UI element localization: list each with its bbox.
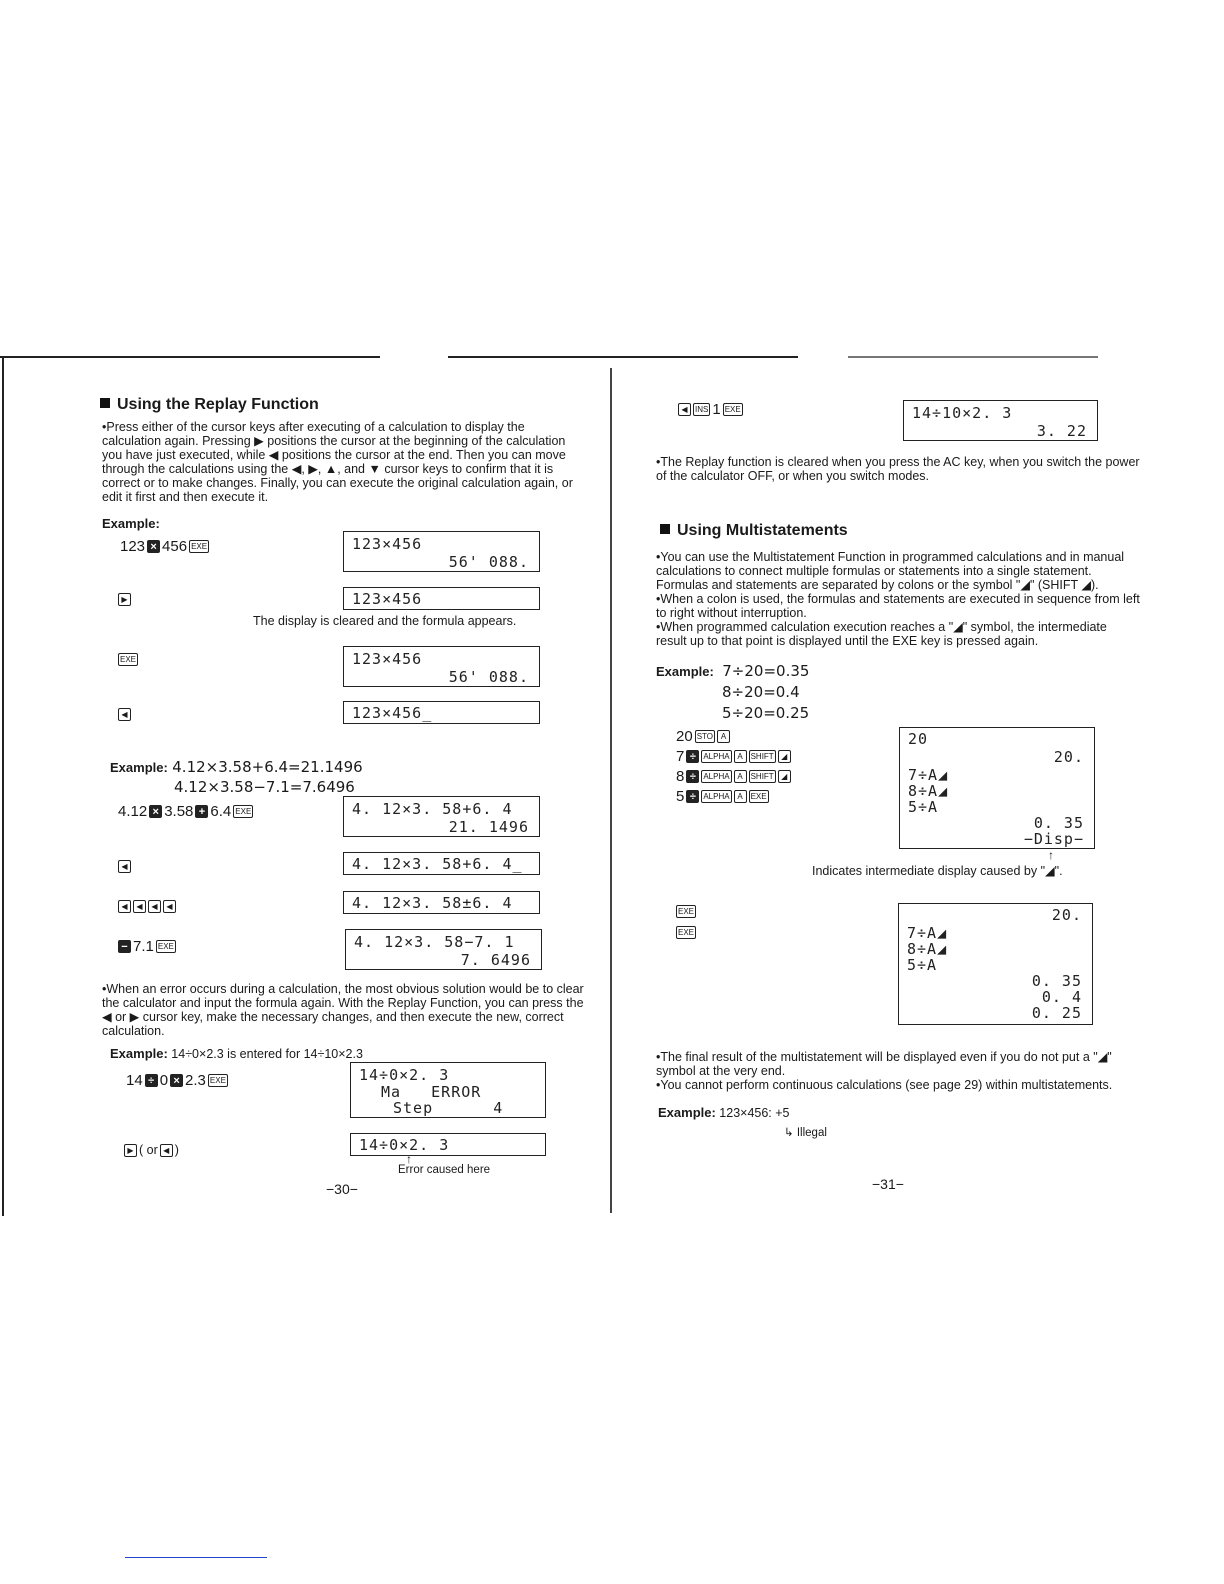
clear-note-text: •The Replay function is cleared when you press the AC key, when you switch the power of the calculator OFF, or when you switch modes. (656, 455, 1140, 483)
right-cursor-key-icon: ▶ (118, 593, 131, 606)
lcd-r-top-display (903, 400, 1098, 441)
disp-key-icon: ◢ (778, 770, 791, 783)
lcd-line: 0. 35 (1033, 814, 1084, 832)
left-cursor-key-icon: ◀ (163, 900, 176, 913)
multistatements-heading (660, 522, 848, 540)
keyseq-9 (126, 1072, 228, 1089)
keyseq-1-num-a: 123 (120, 538, 146, 555)
left-cursor-key-icon: ◀ (118, 900, 131, 913)
multi-eq1: 7÷20=0.35 (722, 662, 810, 680)
lcd-line: 3. 22 (1036, 422, 1087, 440)
alpha-key-icon: ALPHA (703, 752, 730, 761)
lcd-line: Ma ERROR (381, 1083, 482, 1101)
lcd-ex1-1 (343, 531, 540, 572)
lcd-line: 0. 25 (1031, 1004, 1082, 1022)
lcd-line: 4. 12×3. 58+6. 4_ (352, 855, 523, 873)
square-bullet-icon (660, 524, 670, 534)
sto-key-icon: STO (696, 732, 713, 741)
final-notes (656, 1050, 1140, 1092)
exe-key-icon: EXE (157, 942, 174, 951)
keyseq-2 (118, 593, 131, 606)
left-cursor-key-icon: ◀ (118, 860, 131, 873)
lcd-line: 123×456_ (352, 704, 433, 722)
lcd-line: 14÷0×2. 3 (359, 1066, 450, 1084)
ex1-caption: The display is cleared and the formula appears. (253, 614, 517, 628)
replay-heading (100, 396, 319, 414)
lcd-ex3-1 (350, 1062, 546, 1118)
minus-key-icon: − (118, 940, 131, 953)
keyseq-r1-num: 1 (712, 401, 721, 418)
bullet-2: •When a colon is used, the formulas and statements are executed in sequence from left to right without interruption. (656, 592, 1140, 620)
lcd-line: 0. 35 (1031, 972, 1082, 990)
exe-key-icon: EXE (209, 1076, 226, 1085)
multistatement-bullets (656, 550, 1140, 648)
bullet-3: •When programmed calculation execution reaches a "◢" symbol, the intermediate result up to that point is displayed until the EXE key is pressed again. (656, 620, 1107, 648)
keyseq-r4 (676, 768, 791, 785)
illegal-example (658, 1105, 790, 1120)
example-3-text: 14÷0×2.3 is entered for 14÷10×2.3 (171, 1047, 363, 1061)
exe-key-icon: EXE (120, 655, 137, 664)
left-cursor-key-icon: ◀ (118, 708, 131, 721)
final-note-2: •You cannot perform continuous calculations (see page 29) within multistatements. (656, 1078, 1113, 1092)
disp-key-icon: ◢ (778, 750, 791, 763)
lcd-line: −Disp− (1023, 830, 1084, 848)
error-note-text: •When an error occurs during a calculation, the most obvious solution would be to clear the calculator and input the formula again. With the Replay Function, you can press the ◀ or ▶ cursor key, make the necessary changes, and then execute the new, correct calculation. (102, 982, 584, 1038)
multi-eq2: 8÷20=0.4 (722, 683, 800, 701)
keyseq-5-num-a: 4.12 (118, 803, 148, 820)
divide-key-icon: ÷ (145, 1074, 158, 1087)
divide-key-icon: ÷ (686, 750, 699, 763)
multiply-key-icon: × (149, 805, 162, 818)
keyseq-r4-num: 8 (676, 768, 685, 785)
lcd-ex2-2 (343, 852, 540, 875)
keyseq-3 (118, 653, 138, 666)
top-rule-mid (448, 356, 798, 358)
a-key-icon: A (717, 730, 730, 743)
keyseq-9-num-b: 0 (159, 1072, 169, 1089)
keyseq-8 (118, 938, 176, 955)
example-label-3: Example: (110, 1046, 168, 1061)
example-2-header (110, 758, 363, 777)
page-number-left: −30− (326, 1181, 358, 1197)
lcd-multi-1 (899, 727, 1095, 849)
bullet-1: •You can use the Multistatement Function in programmed calculations and in manual calculations to connect multiple formulas or statements into a single statement. Formulas and statements are separated by colons or the symbol "◢" (SHIFT ◢). (656, 550, 1125, 592)
keyseq-r7 (676, 926, 696, 939)
lcd-line: 20 (908, 730, 929, 748)
exe-key-icon: EXE (678, 928, 695, 937)
exe-key-icon: EXE (724, 405, 741, 414)
lcd-ex2-4 (345, 929, 542, 970)
example-label-1: Example: (102, 516, 160, 531)
keyseq-r1 (678, 401, 743, 418)
plus-key-icon: + (195, 805, 208, 818)
multiply-key-icon: × (170, 1074, 183, 1087)
lcd-multi-2 (898, 903, 1093, 1025)
ins-key-icon: INS (695, 405, 709, 414)
keyseq-6 (118, 860, 131, 873)
alpha-key-icon: ALPHA (703, 772, 730, 781)
keyseq-r3 (676, 748, 791, 765)
lcd-ex1-2 (343, 587, 540, 610)
lcd-line: 20. (1053, 748, 1084, 766)
a-key-icon: A (734, 750, 747, 763)
keyseq-7 (118, 900, 176, 913)
keyseq-10-or: ( or (139, 1143, 158, 1157)
lcd-line: 4. 12×3. 58±6. 4 (352, 894, 513, 912)
lcd-line: 8÷A◢ (907, 940, 948, 958)
replay-intro (102, 420, 580, 504)
lcd-line: Step 4 (393, 1099, 504, 1117)
square-bullet-icon (100, 398, 110, 408)
lcd-line: 8÷A◢ (908, 782, 949, 800)
exe-key-icon: EXE (235, 807, 252, 816)
multiply-key-icon: × (147, 540, 160, 553)
a-key-icon: A (734, 790, 747, 803)
keyseq-r2 (676, 728, 730, 745)
replay-heading-text: Using the Replay Function (117, 396, 319, 413)
left-cursor-key-icon: ◀ (678, 403, 691, 416)
keyseq-9-num-a: 14 (126, 1072, 143, 1089)
lcd-line: 14÷0×2. 3 (359, 1136, 450, 1154)
keyseq-10 (124, 1143, 179, 1157)
keyseq-r5-num: 5 (676, 788, 685, 805)
multi-example-label: Example: (656, 664, 714, 679)
example-2-eq2: 4.12×3.58−7.1=7.6496 (174, 778, 355, 796)
lcd-line: 0. 4 (1041, 988, 1082, 1006)
lcd-line: 56' 088. (448, 668, 529, 686)
lcd-line: 7. 6496 (460, 951, 531, 969)
lcd-line: 7÷A◢ (907, 924, 948, 942)
left-cursor-key-icon: ◀ (160, 1144, 173, 1157)
left-cursor-key-icon: ◀ (148, 900, 161, 913)
keyseq-4 (118, 708, 131, 721)
replay-intro-text: •Press either of the cursor keys after executing of a calculation to display the calculation again. Pressing ▶ positions the cursor at the beginning of the calculation you have just executed, while ◀ positions the cursor at the end. Then you can move through the calculations using the ◀, ▶, ▲, and ▼ cursor keys to confirm that it is correct or to make changes. Finally, you can execute the original calculation again, or edit it first and then execute it. (102, 420, 573, 504)
multi-eq3: 5÷20=0.25 (722, 704, 810, 722)
lcd-ex2-1 (343, 796, 540, 837)
keyseq-9-num-c: 2.3 (185, 1072, 206, 1089)
keyseq-5 (118, 803, 253, 820)
lcd-line: 21. 1496 (448, 818, 529, 836)
shift-key-icon: SHIFT (750, 772, 774, 781)
lcd-line: 20. (1051, 906, 1082, 924)
lcd-line: 4. 12×3. 58+6. 4 (352, 800, 513, 818)
lcd-ex1-3 (343, 646, 540, 687)
lcd-line: 56' 088. (448, 553, 529, 571)
keyseq-1 (120, 538, 209, 555)
error-note (102, 982, 584, 1038)
indicator-arrow-icon: ↑ (1048, 848, 1054, 862)
left-cursor-key-icon: ◀ (133, 900, 146, 913)
error-arrow-icon: ↑ (406, 1152, 412, 1166)
final-note-1: •The final result of the multistatement will be displayed even if you do not put a "◢" symbol at the very end. (656, 1050, 1112, 1078)
illegal-example-label: Example: (658, 1105, 716, 1120)
lcd-line: 14÷10×2. 3 (912, 404, 1013, 422)
top-rule-right (848, 356, 1098, 358)
divide-key-icon: ÷ (686, 790, 699, 803)
exe-key-icon: EXE (191, 542, 208, 551)
keyseq-5-num-b: 3.58 (164, 803, 194, 820)
multi-example-header (656, 662, 809, 681)
top-rule-left (0, 356, 380, 358)
illegal-arrow-icon: ↳ (784, 1127, 794, 1139)
shift-key-icon: SHIFT (750, 752, 774, 761)
keyseq-10-close: ) (174, 1143, 179, 1157)
example-2-eq1: 4.12×3.58+6.4=21.1496 (172, 758, 363, 776)
exe-key-icon: EXE (678, 907, 695, 916)
illegal-text: Illegal (796, 1127, 827, 1139)
ex3-caption: Error caused here (398, 1164, 491, 1176)
multi-caption: Indicates intermediate display caused by "◢". (812, 864, 1063, 878)
keyseq-5-num-c: 6.4 (210, 803, 232, 820)
keyseq-r3-num: 7 (676, 748, 685, 765)
right-cursor-key-icon: ▶ (124, 1144, 137, 1157)
example-3-header (110, 1046, 363, 1061)
lcd-line: 5÷A (907, 956, 938, 974)
lcd-line: 123×456 (352, 535, 423, 553)
a-key-icon: A (734, 770, 747, 783)
lcd-line: 7÷A◢ (908, 766, 949, 784)
example-label-2: Example: (110, 760, 168, 775)
page-number-right: −31− (872, 1176, 904, 1192)
alpha-key-icon: ALPHA (703, 792, 730, 801)
illegal-example-text: 123×456: +5 (719, 1106, 790, 1120)
lcd-line: 4. 12×3. 58−7. 1 (354, 933, 515, 951)
lcd-ex3-2 (350, 1133, 546, 1156)
multistatements-heading-text: Using Multistatements (677, 522, 848, 539)
illegal-note (784, 1125, 827, 1139)
left-edge (2, 356, 4, 1216)
exe-key-icon: EXE (750, 792, 767, 801)
divide-key-icon: ÷ (686, 770, 699, 783)
keyseq-r2-num: 20 (676, 728, 693, 745)
lcd-line: 123×456 (352, 650, 423, 668)
lcd-line: 123×456 (352, 590, 423, 608)
keyseq-1-num-b: 456 (162, 538, 188, 555)
center-fold (610, 368, 612, 1213)
lcd-ex1-4 (343, 701, 540, 724)
keyseq-8-num: 7.1 (133, 938, 154, 955)
lcd-ex2-3 (343, 891, 540, 914)
clear-note (656, 455, 1140, 483)
keyseq-r5 (676, 788, 769, 805)
lcd-line: 5÷A (908, 798, 939, 816)
bottom-link-rule (125, 1557, 267, 1558)
keyseq-r6 (676, 905, 696, 918)
